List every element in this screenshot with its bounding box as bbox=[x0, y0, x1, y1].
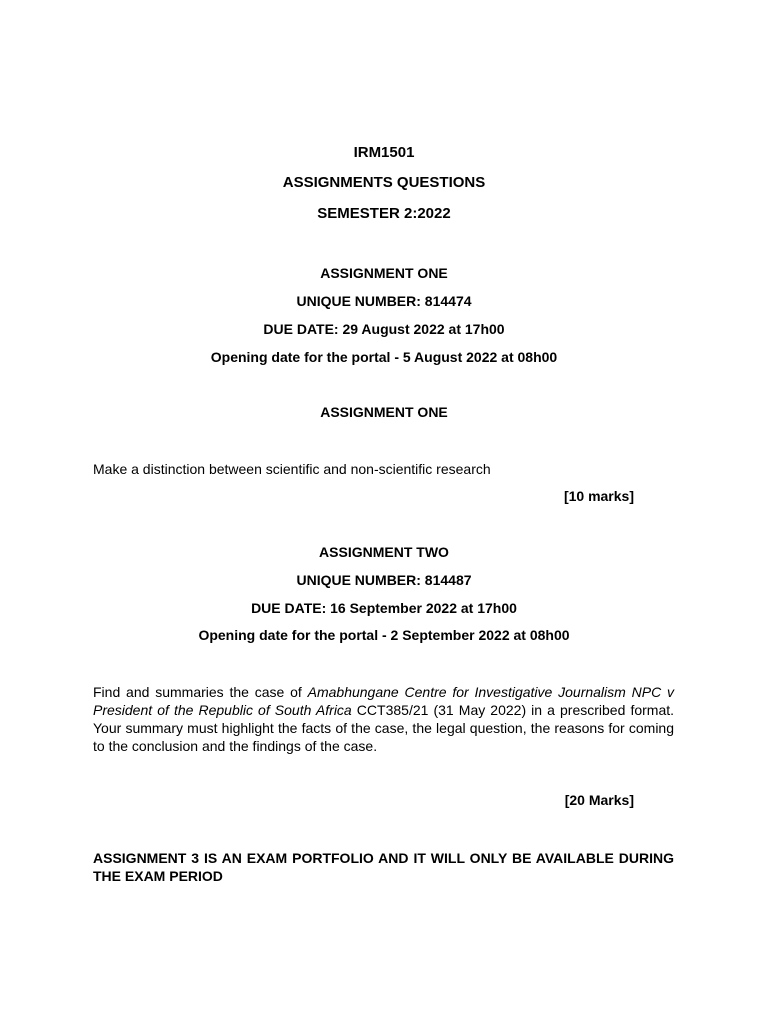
course-code: IRM1501 bbox=[353, 144, 415, 161]
assignment-two-marks: [20 Marks] bbox=[564, 792, 634, 808]
assignment-two-question bbox=[93, 683, 674, 755]
assignment-one-due-date: DUE DATE: 29 August 2022 at 17h00 bbox=[263, 321, 505, 337]
assignment-one-question: Make a distinction between scientific and non-scientific research bbox=[93, 461, 491, 477]
assignment-one-heading: ASSIGNMENT ONE bbox=[320, 265, 448, 281]
question-text-part1: Find and summaries the case of bbox=[93, 684, 308, 700]
assignment-one-marks: [10 marks] bbox=[563, 488, 634, 504]
assignment-two-unique-number: UNIQUE NUMBER: 814487 bbox=[296, 572, 472, 588]
assignment-two-heading: ASSIGNMENT TWO bbox=[319, 544, 449, 560]
semester-label: SEMESTER 2:2022 bbox=[317, 205, 451, 222]
document-title: ASSIGNMENTS QUESTIONS bbox=[282, 174, 486, 191]
assignment-two-opening-date: Opening date for the portal - 2 September 2022 at 08h00 bbox=[198, 627, 570, 643]
case-name: Amabhungane Centre for Investigative Journalism NPC v President of the Republic of South Africa bbox=[93, 684, 674, 718]
assignment-one-question-heading: ASSIGNMENT ONE bbox=[320, 404, 448, 420]
assignment-one-unique-number: UNIQUE NUMBER: 814474 bbox=[296, 293, 472, 309]
question-text-part2: CCT385/21 (31 May 2022) in a prescribed format. Your summary must highlight the facts of the case, the legal question, the reasons for coming to the conclusion and the findings of the case. bbox=[93, 702, 675, 754]
assignment-one-opening-date: Opening date for the portal - 5 August 2022 at 08h00 bbox=[210, 349, 558, 365]
assignment-three-notice: ASSIGNMENT 3 IS AN EXAM PORTFOLIO AND IT WILL ONLY BE AVAILABLE DURING THE EXAM PERIOD bbox=[93, 850, 674, 884]
assignment-two-due-date: DUE DATE: 16 September 2022 at 17h00 bbox=[251, 600, 517, 616]
